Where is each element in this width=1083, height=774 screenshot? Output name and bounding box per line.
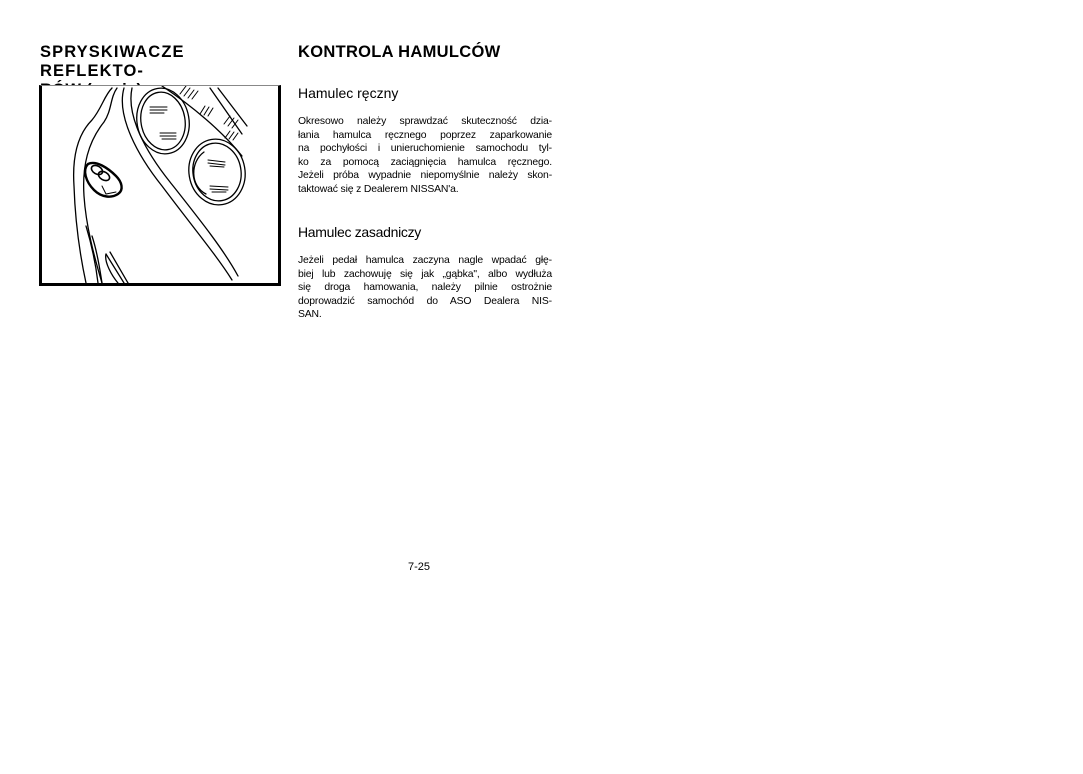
text-line: na pochyłości i unieruchomienie samochodu tyl- — [298, 143, 552, 155]
paragraph-handbrake — [298, 115, 552, 197]
text-line: Jeżeli pedał hamulca zaczyna nagle wpadać głę- — [298, 255, 552, 266]
section-title-brake-check: KONTROLA HAMULCÓW — [298, 43, 501, 61]
text-line: SAN. — [298, 309, 322, 321]
car-front-drawing-icon — [42, 86, 278, 283]
text-line: Okresowo należy sprawdzać skuteczność dzia- — [298, 116, 552, 127]
headlamp-washer-illustration — [39, 85, 281, 286]
brakes-section — [298, 43, 552, 321]
subsection-heading-service-brake: Hamulec zasadniczy — [298, 224, 421, 240]
text-line: taktować się z Dealerem NISSAN'a. — [298, 183, 459, 195]
text-line: się droga hamowania, należy pilnie ostrożnie — [298, 282, 552, 294]
subsection-heading-handbrake: Hamulec ręczny — [298, 85, 399, 101]
text-line: doprowadzić samochód do ASO Dealera NIS- — [298, 295, 552, 307]
page-number: 7-25 — [408, 561, 431, 573]
text-line: biej lub zachowuję się jak „gąbka", albo wydłuża — [298, 268, 552, 280]
text-line: Jeżeli próba wypadnie niepomyślnie należy skon- — [298, 170, 552, 182]
text-line: łania hamulca ręcznego poprzez zaparkowanie — [298, 129, 552, 141]
text-line: ko za pomocą zaciągnięcia hamulca ręcznego. — [298, 156, 552, 168]
heading-line-1: SPRYSKIWACZE REFLEKTO- — [40, 43, 185, 80]
paragraph-service-brake — [298, 254, 552, 322]
